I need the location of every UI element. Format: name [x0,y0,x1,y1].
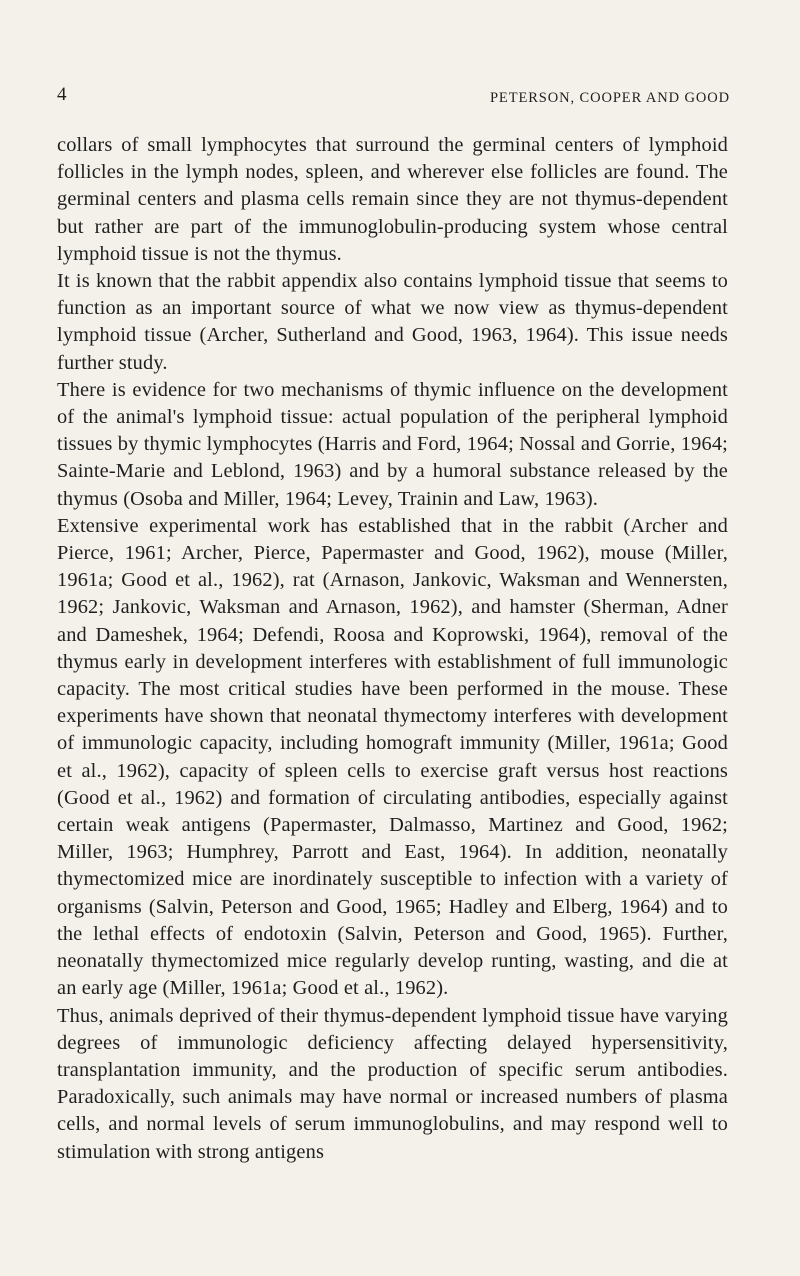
running-head: PETERSON, COOPER AND GOOD [489,90,730,106]
page-number: 4 [57,84,67,105]
paragraph-2: It is known that the rabbit appendix also contains lymphoid tissue that seems to function as an important source of what we now view as thymus-dependent lymphoid tissue (Archer, Sutherland and Good, 1963, 1964). This issue needs further study. [57,270,728,374]
paragraph-1: collars of small lymphocytes that surround the germinal centers of lymphoid follicles in the lymph nodes, spleen, and wherever else follicles are found. The germinal centers and plasma cells remain since they are not thymus-dependent but rather are part of the immunoglobulin-producing system whose central lymphoid tissue is not the thymus. [57,134,728,265]
paragraph-4: Extensive experimental work has established that in the rabbit (Archer and Pierce, 1961; Archer, Pierce, Papermaster and Good, 1962), mouse (Miller, 1961a; Good et al., 1962), rat (Arnason, Jankovic, Waksman and Wennersten, 1962; Jankovic, Waksman and Arnason, 1962), and hamster (Sherman, Adner and Dameshek, 1964; Defendi, Roosa and Koprowski, 1964), removal of the thymus early in development interferes with establishment of full immunologic capacity. The most critical studies have been performed in the mouse. These experiments have shown that neonatal thymectomy interferes with development of immunologic capacity, including homograft immunity (Miller, 1961a; Good et al., 1962), capacity of spleen cells to exercise graft versus host reactions (Good et al., 1962) and formation of circulating antibodies, especially against certain weak antigens (Papermaster, Dalmasso, Martinez and Good, 1962; Miller, 1963; Humphrey, Parrott and East, 1964). In addition, neonatally thymectomized mice are inordinately susceptible to infection with a variety of organisms (Salvin, Peterson and Good, 1965; Hadley and Elberg, 1964) and to the lethal effects of endotoxin (Salvin, Peterson and Good, 1965). Further, neonatally thymectomized mice regularly develop runting, wasting, and die at an early age (Miller, 1961a; Good et al., 1962). [57,514,728,1000]
paragraph-3: There is evidence for two mechanisms of thymic influence on the development of the animal's lymphoid tissue: actual population of the peripheral lymphoid tissues by thymic lymphocytes (Harris and Ford, 1964; Nossal and Gorrie, 1964; Sainte-Marie and Leblond, 1963) and by a humoral substance released by the thymus (Osoba and Miller, 1964; Levey, Trainin and Law, 1963). [57,378,728,510]
paragraph-5: Thus, animals deprived of their thymus-dependent lymphoid tissue have varying degrees of immunologic deficiency affecting delayed hypersensitivity, transplantation immunity, and the production of specific serum antibodies. Paradoxically, such animals may have normal or increased numbers of plasma cells, and normal levels of serum immunoglobulins, and may respond well to stimulation with strong antigens [57,1004,728,1163]
body-text [57,132,728,1166]
